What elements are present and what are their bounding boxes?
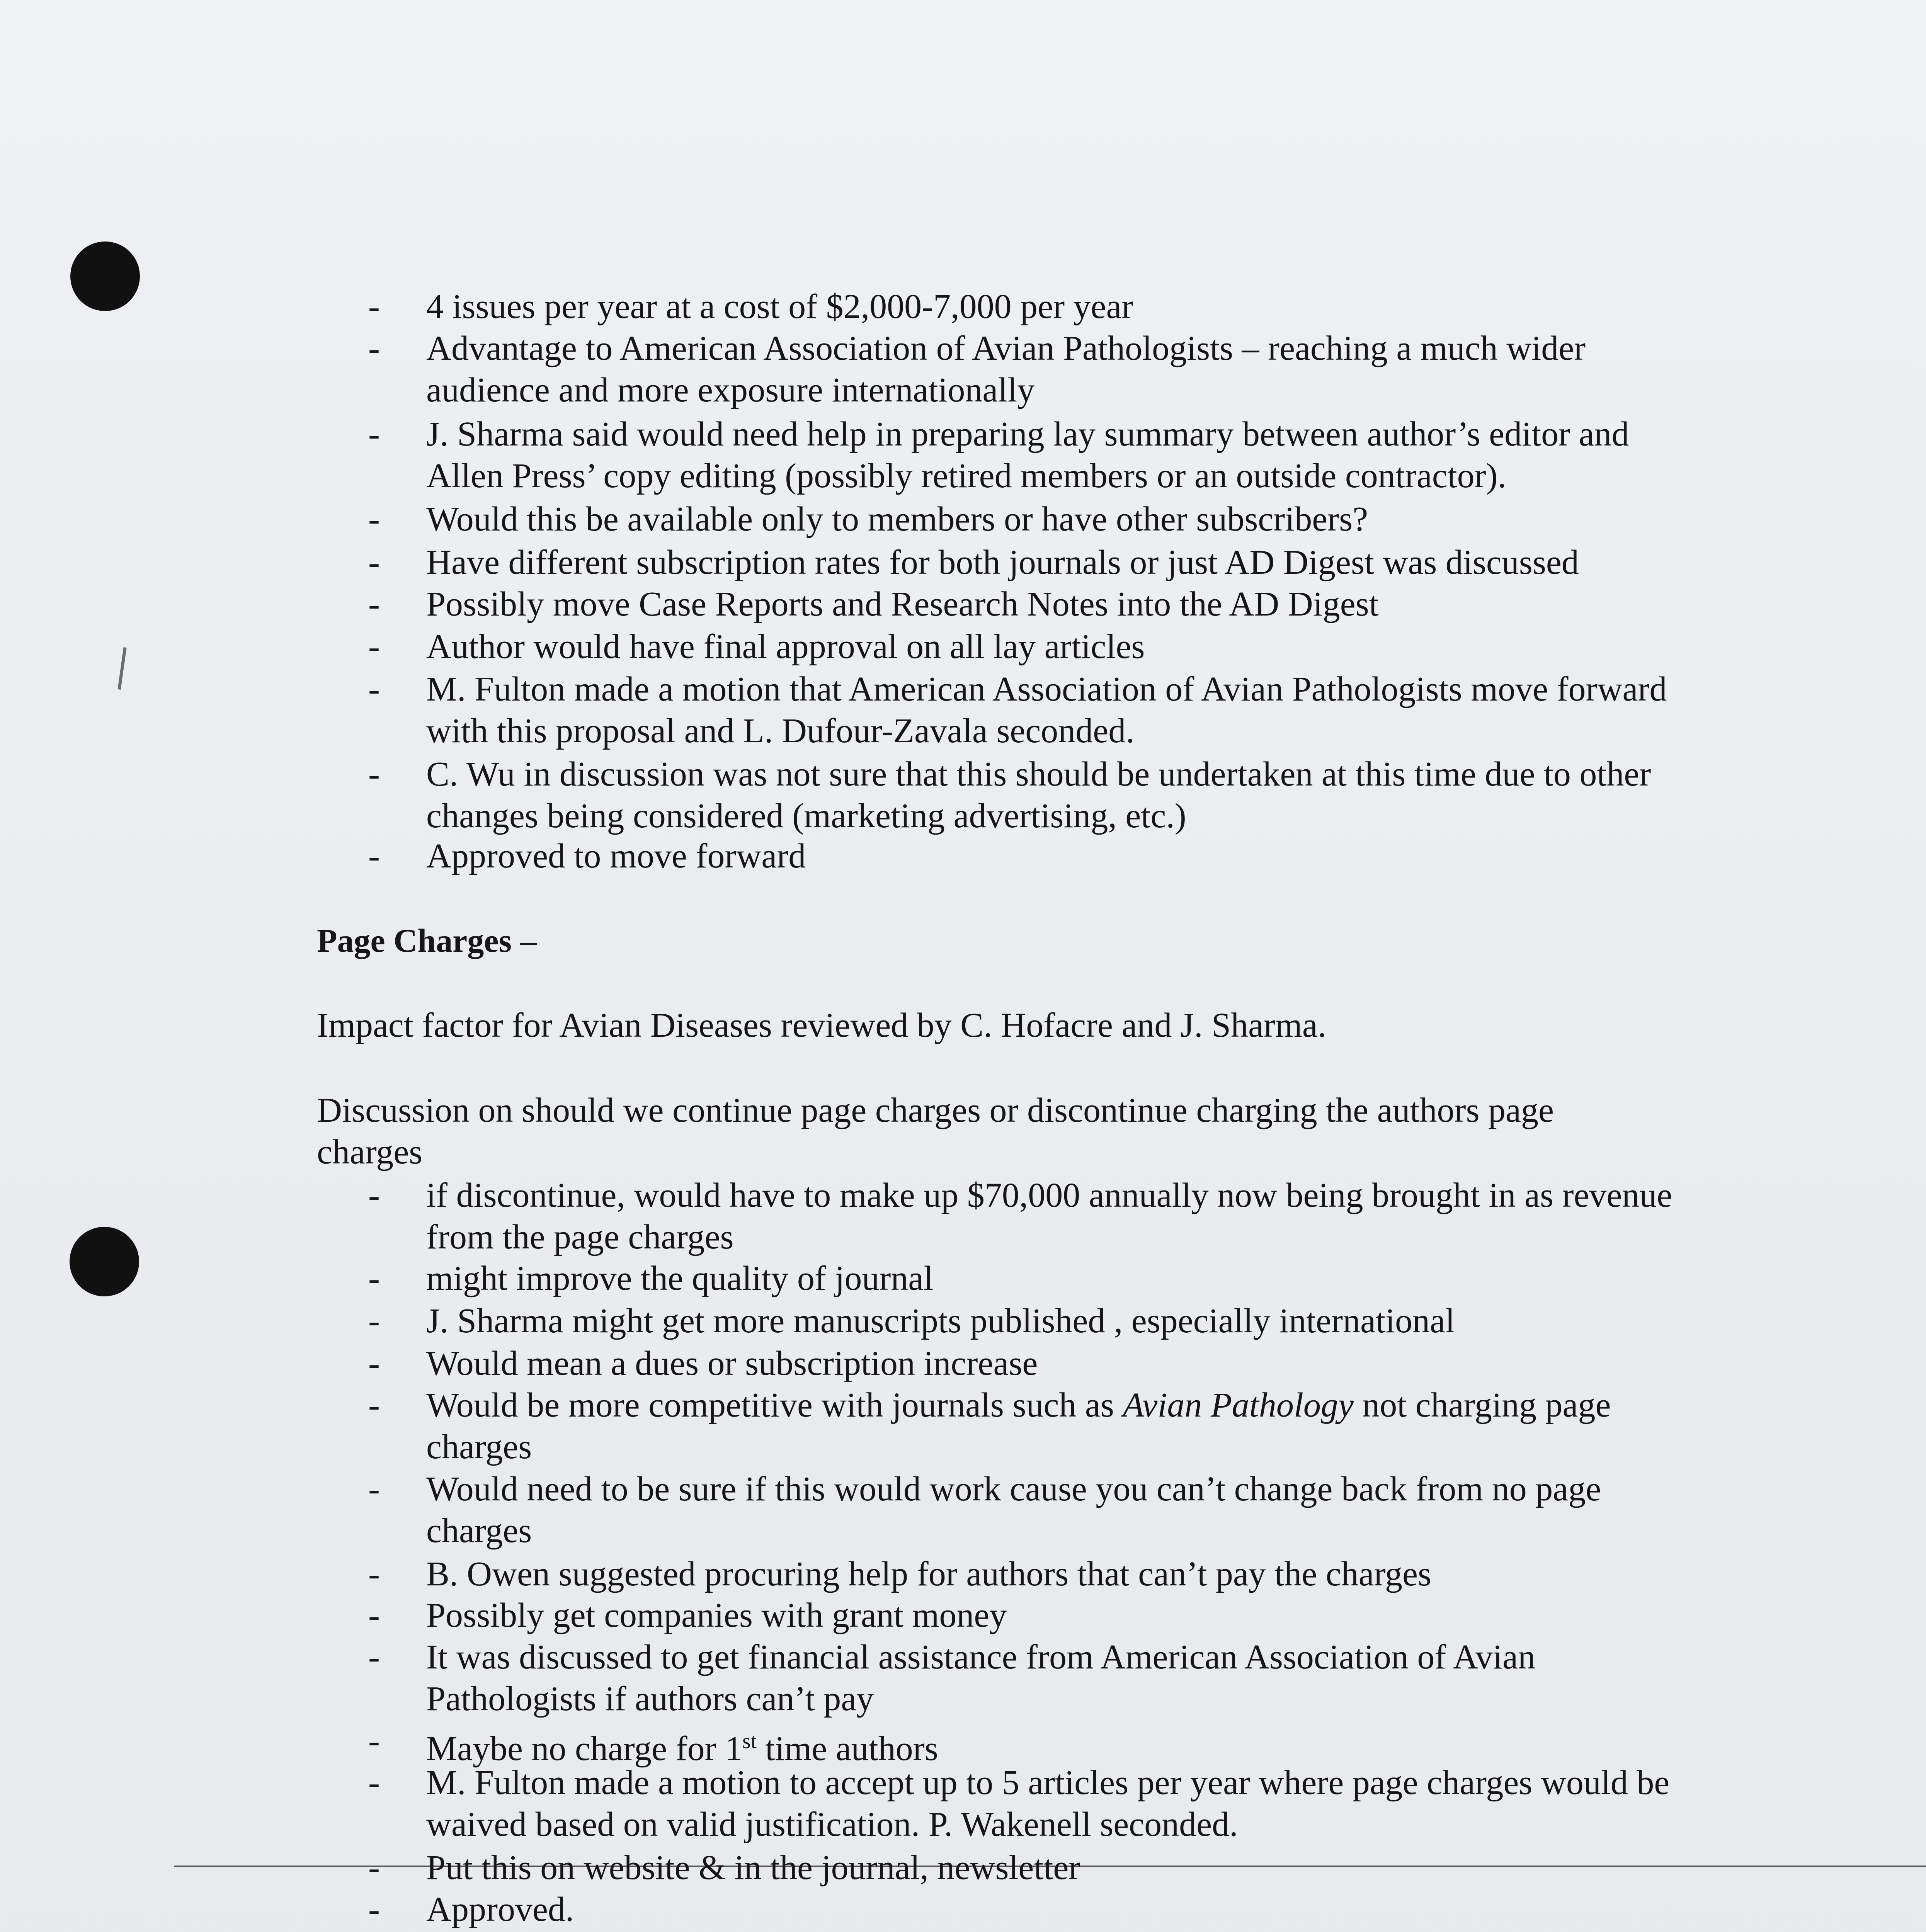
list-item: - B. Owen suggested procuring help for authors that can’t pay the charges: [368, 1555, 1431, 1593]
list-item: - Would be more competitive with journals such as Avian Pathology not charging page charges: [368, 1386, 1611, 1466]
list-item: - Would mean a dues or subscription increase: [368, 1344, 1038, 1383]
list-item: - Put this on website & in the journal, newsletter: [368, 1849, 1080, 1887]
list-item: - might improve the quality of journal: [368, 1259, 934, 1298]
list-item: - It was discussed to get financial assistance from American Association of Avian Pathologists if authors can’t pay: [368, 1638, 1536, 1718]
list-item: - Would need to be sure if this would work cause you can’t change back from no page charges: [368, 1470, 1601, 1550]
list-item: - M. Fulton made a motion that American Association of Avian Pathologists move forward with this proposal and L. Dufour-Zavala seconded.: [368, 670, 1667, 750]
list-item: - Advantage to American Association of Avian Pathologists – reaching a much wider audience and more exposure internationally: [368, 329, 1586, 409]
journal-title: Avian Pathology: [1123, 1386, 1354, 1424]
list-item: - J. Sharma said would need help in preparing lay summary between author’s editor and Allen Press’ copy editing (possibly retired members or an outside contractor).: [368, 415, 1629, 495]
paragraph-discussion: Discussion on should we continue page charges or discontinue charging the authors page charges: [317, 1091, 1554, 1171]
section-heading-page-charges: Page Charges –: [317, 922, 537, 959]
list-item: - Approved to move forward: [368, 837, 806, 875]
list-item: - C. Wu in discussion was not sure that this should be undertaken at this time due to other changes being considered (marketing advertising, etc.): [368, 755, 1651, 835]
list-item: - 4 issues per year at a cost of $2,000-7,000 per year: [368, 287, 1133, 326]
paragraph-impact-factor: Impact factor for Avian Diseases reviewed by C. Hofacre and J. Sharma.: [317, 1006, 1327, 1044]
list-item: - Maybe no charge for 1st time authors: [368, 1722, 938, 1768]
list-item: - J. Sharma might get more manuscripts published , especially international: [368, 1302, 1455, 1340]
list-item: - if discontinue, would have to make up $70,000 annually now being brought in as revenue from the page charges: [368, 1176, 1672, 1256]
list-item: - Possibly move Case Reports and Research Notes into the AD Digest: [368, 585, 1379, 623]
list-item: - Would this be available only to members or have other subscribers?: [368, 500, 1368, 538]
list-item: - Author would have final approval on all lay articles: [368, 628, 1145, 666]
list-item: - Approved.: [368, 1890, 574, 1929]
list-item: - Possibly get companies with grant money: [368, 1596, 1007, 1634]
list-item: - M. Fulton made a motion to accept up to 5 articles per year where page charges would be waived based on valid justification. P. Wakenell seconded.: [368, 1764, 1670, 1844]
list-item: - Have different subscription rates for both journals or just AD Digest was discussed: [368, 543, 1579, 582]
